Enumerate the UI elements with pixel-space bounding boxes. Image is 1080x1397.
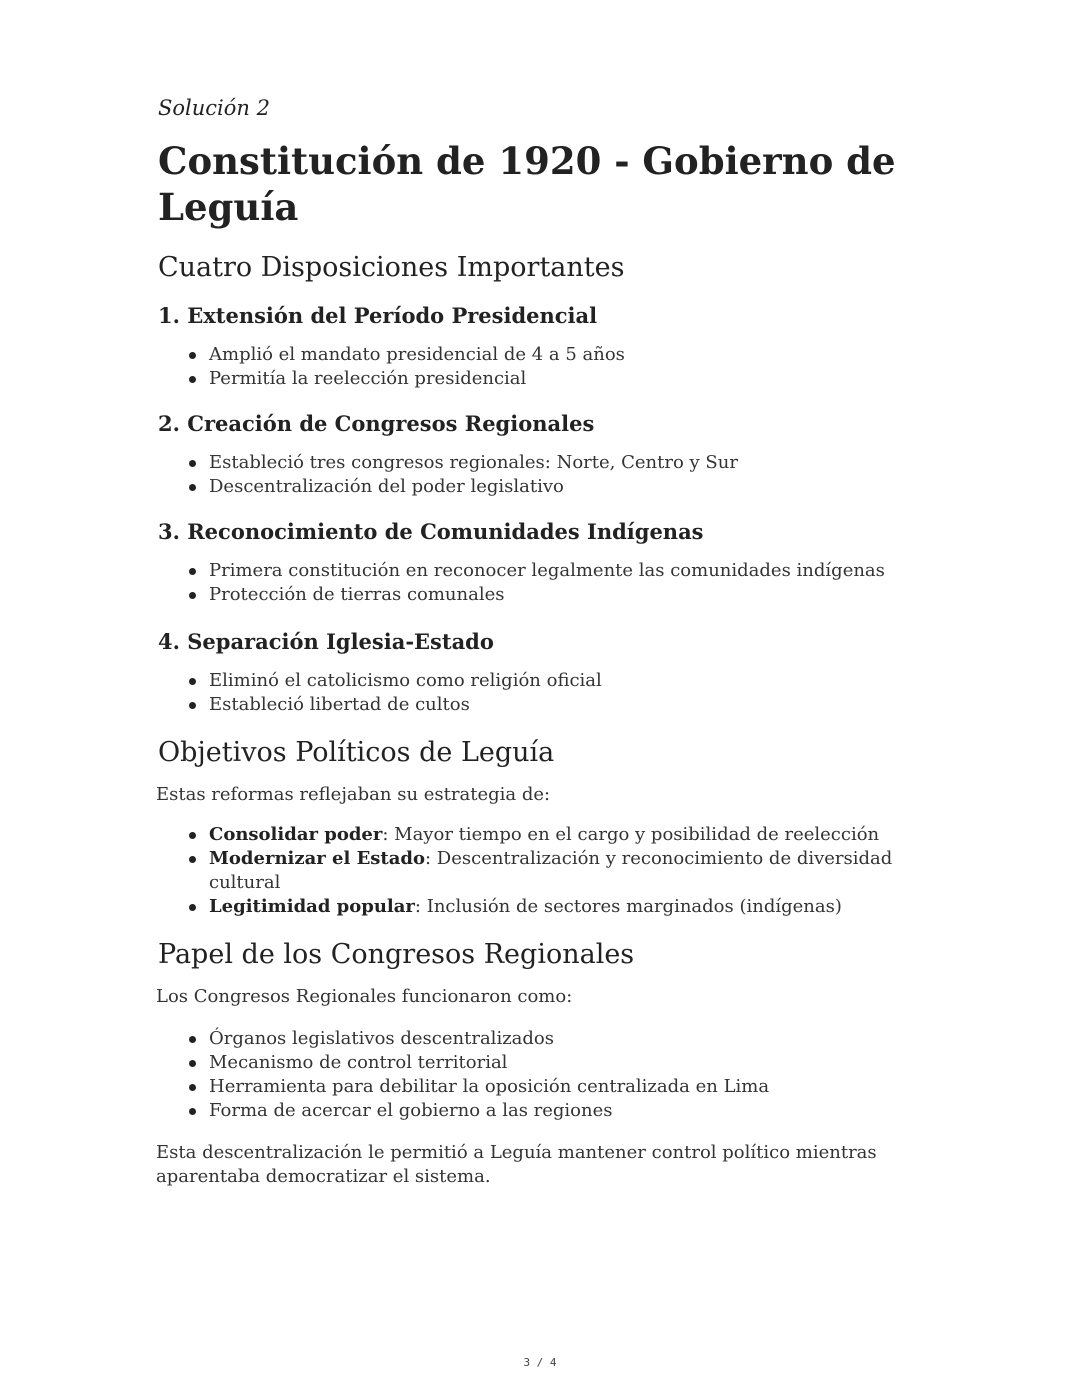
bullet-text: : Mayor tiempo en el cargo y posibilidad de reelección — [382, 824, 880, 845]
subsection-heading-indigenas: 3. Reconocimiento de Comunidades Indígenas — [158, 519, 704, 544]
subsection-heading-congresos: 2. Creación de Congresos Regionales — [158, 411, 595, 436]
bullet-list-indigenas — [158, 559, 948, 607]
list-item — [158, 895, 948, 919]
subsection-heading-periodo: 1. Extensión del Período Presidencial — [158, 303, 598, 328]
bullet-text: : Descentralización y reconocimiento de diversidad cultural — [209, 848, 893, 893]
subsection-heading-iglesia: 4. Separación Iglesia-Estado — [158, 629, 494, 654]
papel-intro: Los Congresos Regionales funcionaron como: — [156, 986, 573, 1007]
list-item: Estableció tres congresos regionales: Norte, Centro y Sur — [158, 451, 948, 475]
list-item: Forma de acercar el gobierno a las regiones — [158, 1099, 948, 1123]
list-item: Eliminó el catolicismo como religión oficial — [158, 669, 948, 693]
list-item: Protección de tierras comunales — [158, 583, 948, 607]
bullet-term: Legitimidad popular — [209, 896, 415, 917]
bullet-term: Consolidar poder — [209, 824, 383, 845]
list-item: Amplió el mandato presidencial de 4 a 5 años — [158, 343, 948, 367]
bullet-text: : Inclusión de sectores marginados (indígenas) — [414, 896, 842, 917]
list-item: Herramienta para debilitar la oposición centralizada en Lima — [158, 1075, 948, 1099]
list-item: Permitía la reelección presidencial — [158, 367, 948, 391]
bullet-list-papel — [158, 1027, 948, 1123]
page-title: Constitución de 1920 - Gobierno de Leguía — [158, 139, 896, 229]
solution-label: Solución 2 — [158, 96, 270, 120]
objetivos-intro: Estas reformas reflejaban su estrategia de: — [156, 784, 551, 805]
list-item: Primera constitución en reconocer legalmente las comunidades indígenas — [158, 559, 948, 583]
section-heading-objetivos: Objetivos Políticos de Leguía — [158, 737, 555, 768]
section-heading-disposiciones: Cuatro Disposiciones Importantes — [158, 252, 625, 283]
bullet-list-objetivos — [158, 823, 948, 919]
page-content — [158, 92, 948, 1189]
bullet-list-periodo — [158, 343, 948, 391]
bullet-term: Modernizar el Estado — [209, 848, 425, 869]
bullet-list-iglesia — [158, 669, 948, 717]
list-item — [158, 847, 948, 895]
list-item: Estableció libertad de cultos — [158, 693, 948, 717]
section-heading-papel: Papel de los Congresos Regionales — [158, 939, 635, 970]
conclusion-paragraph: Esta descentralización le permitió a Leguía mantener control político mientras aparentaba democratizar el sistema. — [156, 1142, 877, 1187]
list-item — [158, 823, 948, 847]
list-item: Órganos legislativos descentralizados — [158, 1027, 948, 1051]
list-item: Descentralización del poder legislativo — [158, 475, 948, 499]
page-number: 3 / 4 — [523, 1356, 557, 1369]
list-item: Mecanismo de control territorial — [158, 1051, 948, 1075]
bullet-list-congresos — [158, 451, 948, 499]
